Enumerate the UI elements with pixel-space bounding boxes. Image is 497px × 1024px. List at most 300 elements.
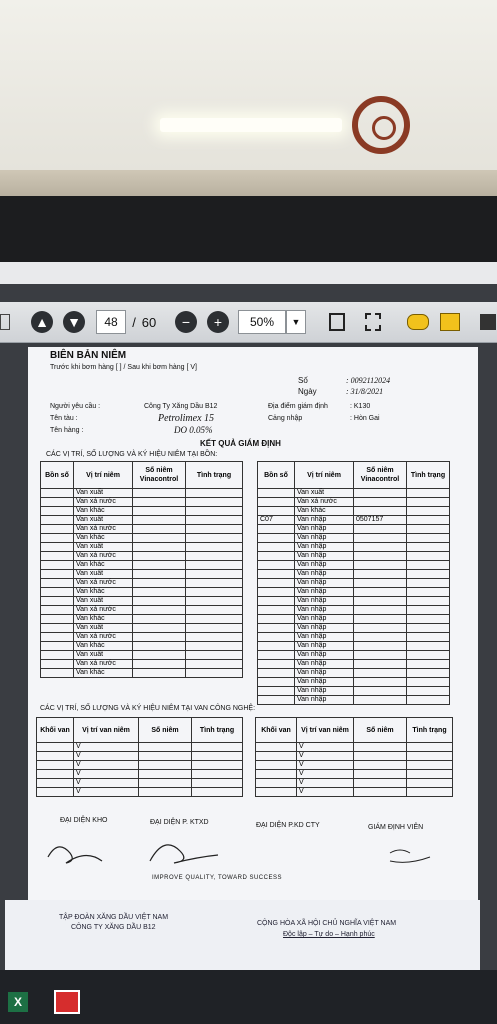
tinh-trang-cell <box>186 561 243 570</box>
page-total: 60 <box>141 314 157 330</box>
next-page-left-subheading: CÔNG TY XĂNG DẦU B12 <box>71 924 156 931</box>
so-niem-cell <box>133 669 186 678</box>
bon-so-cell <box>258 570 295 579</box>
vi-tri-cell: Van khác <box>74 669 133 678</box>
taskbar <box>0 970 497 1024</box>
table-row <box>41 543 243 552</box>
so-label: Số <box>298 376 308 385</box>
tinh-trang-cell <box>407 570 450 579</box>
zoom-select[interactable]: 50% <box>238 310 286 334</box>
tinh-trang-cell <box>186 543 243 552</box>
so-niem-cell <box>354 552 407 561</box>
so-niem-cell <box>133 615 186 624</box>
bon-so-cell <box>41 669 74 678</box>
col-tinh-trang: Tình trạng <box>407 718 453 743</box>
highlight-button[interactable] <box>438 310 462 334</box>
so-niem-cell <box>133 543 186 552</box>
table-row <box>258 624 450 633</box>
col-vi-tri-van: Vị trí van niêm <box>74 718 139 743</box>
bon-so-cell <box>41 516 74 525</box>
vi-tri-cell: Van nhập <box>295 516 354 525</box>
table-row <box>41 552 243 561</box>
col-tinh-trang: Tình trạng <box>192 718 243 743</box>
vi-tri-cell: Van nhập <box>295 579 354 588</box>
prev-page-button[interactable] <box>30 310 54 334</box>
so-niem-cell <box>354 606 407 615</box>
tinh-trang-cell <box>186 615 243 624</box>
next-page-button[interactable] <box>62 310 86 334</box>
so-niem-cell <box>133 534 186 543</box>
vi-tri-cell: Van nhập <box>295 660 354 669</box>
bon-so-cell <box>258 678 295 687</box>
zoom-out-button[interactable] <box>174 310 198 334</box>
table-row <box>256 779 453 788</box>
so-niem-cell <box>133 525 186 534</box>
so-niem-cell <box>133 552 186 561</box>
minus-icon: − <box>175 311 197 333</box>
tinh-trang-cell <box>407 498 450 507</box>
table-row <box>258 669 450 678</box>
so-niem-cell <box>354 651 407 660</box>
zoom-dropdown-button[interactable] <box>286 310 306 334</box>
col-so-niem: Số niêm <box>139 718 192 743</box>
vi-tri-cell: Van nhập <box>295 561 354 570</box>
tinh-trang-cell <box>407 770 453 779</box>
next-page-right-heading: CỘNG HÒA XÃ HỘI CHỦ NGHĨA VIỆT NAM <box>257 920 397 927</box>
table-row <box>41 561 243 570</box>
export-icon <box>480 314 496 330</box>
tinh-trang-cell <box>407 615 450 624</box>
tinh-trang-cell <box>407 597 450 606</box>
sidebar-toggle-icon[interactable] <box>0 310 10 334</box>
so-niem-cell <box>354 761 407 770</box>
table-row <box>41 507 243 516</box>
khoi-van-cell <box>256 788 297 797</box>
table-row <box>258 552 450 561</box>
vi-tri-cell: Van xuất <box>74 624 133 633</box>
doc-subtitle: Trước khi bơm hàng [ ] / Sau khi bơm hàng [ V] <box>50 364 197 371</box>
bon-so-cell <box>258 633 295 642</box>
ceiling-lamp <box>160 118 342 132</box>
bon-so-cell <box>41 597 74 606</box>
table-row <box>41 516 243 525</box>
arrow-up-icon: ▲ <box>31 311 53 333</box>
tinh-trang-cell <box>407 660 450 669</box>
bon-so-cell <box>41 489 74 498</box>
vi-tri-cell: Van khác <box>74 642 133 651</box>
vi-tri-cell: Van xả nước <box>74 633 133 642</box>
so-niem-cell <box>139 752 192 761</box>
bon-so-cell <box>41 651 74 660</box>
table-row <box>258 615 450 624</box>
dia-diem-label: Địa điểm giám định <box>268 403 328 410</box>
comment-button[interactable] <box>406 310 430 334</box>
tinh-trang-cell <box>186 606 243 615</box>
right-valve-table <box>255 717 453 797</box>
bon-so-cell <box>41 543 74 552</box>
vi-tri-van-cell: V <box>74 743 139 752</box>
bon-so-cell <box>258 561 295 570</box>
bon-so-cell <box>41 498 74 507</box>
bon-so-cell <box>258 642 295 651</box>
bon-so-cell <box>258 543 295 552</box>
table-row <box>258 534 450 543</box>
tinh-trang-cell <box>186 651 243 660</box>
bon-so-cell <box>258 606 295 615</box>
vi-tri-cell: Van xuất <box>295 489 354 498</box>
dia-diem-value: : K130 <box>350 403 371 410</box>
ten-hang-value: DO 0.05% <box>174 425 213 435</box>
pen-icon <box>440 313 460 331</box>
bon-so-cell <box>258 552 295 561</box>
so-niem-cell <box>133 507 186 516</box>
vi-tri-cell: Van xả nước <box>74 552 133 561</box>
vi-tri-cell: Van nhập <box>295 588 354 597</box>
wall-ledge <box>0 170 497 196</box>
nguoi-yeu-cau-value: Công Ty Xăng Dầu B12 <box>144 403 218 410</box>
so-niem-cell <box>354 660 407 669</box>
zoom-in-button[interactable] <box>206 310 230 334</box>
tinh-trang-cell <box>407 651 450 660</box>
table-row <box>258 696 450 705</box>
tinh-trang-cell <box>407 779 453 788</box>
vi-tri-van-cell: V <box>297 752 354 761</box>
so-niem-cell <box>354 588 407 597</box>
tinh-trang-cell <box>407 743 453 752</box>
so-niem-cell <box>354 597 407 606</box>
vi-tri-cell: Van khác <box>74 615 133 624</box>
col-tinh-trang: Tình trạng <box>407 462 450 489</box>
vi-tri-cell: Van khác <box>74 534 133 543</box>
tinh-trang-cell <box>407 687 450 696</box>
table-row <box>258 633 450 642</box>
vi-tri-cell: Van nhập <box>295 696 354 705</box>
col-khoi-van: Khối van <box>37 718 74 743</box>
tinh-trang-cell <box>186 552 243 561</box>
col-so-niem: Số niêm <box>354 718 407 743</box>
tinh-trang-cell <box>186 534 243 543</box>
so-niem-cell <box>354 788 407 797</box>
table-row <box>258 498 450 507</box>
window-titlebar <box>0 262 497 284</box>
so-niem-cell <box>133 489 186 498</box>
table-row <box>258 570 450 579</box>
bon-so-cell <box>258 624 295 633</box>
table-row <box>258 651 450 660</box>
so-niem-cell <box>354 534 407 543</box>
tinh-trang-cell <box>407 543 450 552</box>
bon-so-cell <box>258 669 295 678</box>
table-row <box>258 543 450 552</box>
tinh-trang-cell <box>192 761 243 770</box>
sig-dai-dien-ktxd: ĐẠI DIỆN P. KTXD <box>150 819 209 826</box>
tinh-trang-cell <box>407 579 450 588</box>
table-row <box>256 788 453 797</box>
so-niem-cell <box>133 651 186 660</box>
tinh-trang-cell <box>186 642 243 651</box>
table-row <box>41 669 243 678</box>
bon-so-cell <box>41 633 74 642</box>
vi-tri-cell: Van nhập <box>295 687 354 696</box>
monitor-bezel <box>0 196 497 262</box>
vi-tri-van-cell: V <box>297 770 354 779</box>
so-niem-cell <box>133 624 186 633</box>
sig-giam-dinh-vien: GIÁM ĐỊNH VIÊN <box>368 824 424 831</box>
bon-so-cell <box>258 579 295 588</box>
so-niem-cell <box>354 498 407 507</box>
table-row <box>41 651 243 660</box>
sig-dai-dien-kd: ĐẠI DIỆN P.KD CTY <box>256 822 320 829</box>
table-row <box>41 534 243 543</box>
so-niem-cell <box>354 669 407 678</box>
table-row <box>41 597 243 606</box>
tinh-trang-cell <box>407 552 450 561</box>
vi-tri-cell: Van xuất <box>74 570 133 579</box>
table-row <box>258 579 450 588</box>
tinh-trang-cell <box>192 779 243 788</box>
table-row <box>258 597 450 606</box>
tinh-trang-cell <box>192 770 243 779</box>
so-niem-cell <box>139 788 192 797</box>
so-niem-cell <box>354 678 407 687</box>
khoi-van-cell <box>256 770 297 779</box>
bon-so-cell <box>41 624 74 633</box>
vi-tri-cell: Van nhập <box>295 597 354 606</box>
ten-hang-label: Tên hàng : <box>50 427 84 434</box>
table-row <box>258 606 450 615</box>
bon-so-cell <box>41 561 74 570</box>
vi-tri-van-cell: V <box>297 788 354 797</box>
tinh-trang-cell <box>407 633 450 642</box>
table-row <box>37 761 243 770</box>
section-bon-heading: CÁC VỊ TRÍ, SỐ LƯỢNG VÀ KÝ HIỆU NIÊM TẠI BỒN: <box>46 451 218 458</box>
so-niem-cell <box>354 561 407 570</box>
bon-so-cell <box>258 696 295 705</box>
sig-dai-dien-kho: ĐẠI DIỆN KHO <box>60 817 108 824</box>
so-niem-cell <box>354 507 407 516</box>
vi-tri-cell: Van xuất <box>74 489 133 498</box>
so-niem-cell <box>133 579 186 588</box>
bon-so-cell <box>258 588 295 597</box>
bon-so-cell <box>41 660 74 669</box>
tinh-trang-cell <box>407 669 450 678</box>
vi-tri-van-cell: V <box>74 779 139 788</box>
bon-so-cell <box>258 507 295 516</box>
table-row <box>41 642 243 651</box>
so-niem-cell <box>139 779 192 788</box>
vi-tri-cell: Van khác <box>74 561 133 570</box>
page-number-input[interactable]: 48 <box>96 310 126 334</box>
tinh-trang-cell <box>407 696 450 705</box>
so-niem-cell <box>354 543 407 552</box>
tinh-trang-cell <box>186 633 243 642</box>
so-niem-cell <box>133 561 186 570</box>
tinh-trang-cell <box>407 516 450 525</box>
table-row <box>37 770 243 779</box>
vi-tri-van-cell: V <box>74 770 139 779</box>
vi-tri-cell: Van nhập <box>295 552 354 561</box>
table-row <box>37 788 243 797</box>
tinh-trang-cell <box>186 516 243 525</box>
so-niem-cell <box>133 642 186 651</box>
bon-so-cell <box>258 615 295 624</box>
tinh-trang-cell <box>186 597 243 606</box>
so-niem-cell <box>133 570 186 579</box>
tinh-trang-cell <box>407 678 450 687</box>
vi-tri-cell: Van khác <box>74 588 133 597</box>
vi-tri-cell: Van nhập <box>295 615 354 624</box>
khoi-van-cell <box>37 752 74 761</box>
ngay-label: Ngày <box>298 387 317 396</box>
so-niem-cell <box>133 498 186 507</box>
tinh-trang-cell <box>186 588 243 597</box>
tinh-trang-cell <box>186 525 243 534</box>
so-niem-cell <box>354 633 407 642</box>
bon-so-cell <box>258 534 295 543</box>
bon-so-cell <box>41 507 74 516</box>
table-row <box>41 525 243 534</box>
right-tank-table <box>257 461 450 705</box>
khoi-van-cell <box>37 779 74 788</box>
vi-tri-van-cell: V <box>297 743 354 752</box>
so-niem-cell <box>354 696 407 705</box>
table-row <box>41 489 243 498</box>
khoi-van-cell <box>256 752 297 761</box>
vi-tri-van-cell: V <box>74 761 139 770</box>
cang-nhap-label: Cảng nhập <box>268 415 303 422</box>
next-pdf-page <box>5 900 480 970</box>
ten-tau-label: Tên tàu : <box>50 415 78 422</box>
tinh-trang-cell <box>186 669 243 678</box>
fit-page-button[interactable] <box>362 310 384 334</box>
tinh-trang-cell <box>186 498 243 507</box>
khoi-van-cell <box>37 788 74 797</box>
vi-tri-van-cell: V <box>297 761 354 770</box>
nguoi-yeu-cau-label: Người yêu cầu : <box>50 403 101 410</box>
table-row <box>41 498 243 507</box>
doc-title: BIÊN BẢN NIÊM <box>50 350 127 361</box>
so-niem-cell <box>133 606 186 615</box>
tinh-trang-cell <box>407 761 453 770</box>
so-niem-cell <box>133 516 186 525</box>
vi-tri-cell: Van khác <box>74 507 133 516</box>
acrobat-icon[interactable] <box>54 990 80 1014</box>
vi-tri-cell: Van xuất <box>74 516 133 525</box>
so-niem-cell <box>354 743 407 752</box>
col-vi-tri-niem: Vị trí niêm <box>74 462 133 489</box>
signatures-image <box>40 831 460 877</box>
table-row <box>37 743 243 752</box>
vi-tri-cell: Van nhập <box>295 606 354 615</box>
next-page-left-heading: TẬP ĐOÀN XĂNG DẦU VIỆT NAM <box>59 914 169 921</box>
ket-qua-title: KẾT QUẢ GIÁM ĐỊNH <box>200 439 281 448</box>
khoi-van-cell <box>37 770 74 779</box>
tinh-trang-cell <box>407 561 450 570</box>
so-niem-cell <box>354 779 407 788</box>
vi-tri-cell: Van nhập <box>295 633 354 642</box>
tinh-trang-cell <box>407 642 450 651</box>
bon-so-cell <box>41 642 74 651</box>
so-niem-cell <box>133 597 186 606</box>
bon-so-cell <box>258 498 295 507</box>
ngay-value: : 31/8/2021 <box>346 387 384 396</box>
tinh-trang-cell <box>186 624 243 633</box>
vi-tri-cell: Van xuất <box>74 543 133 552</box>
bon-so-cell <box>258 651 295 660</box>
comment-icon <box>407 314 429 330</box>
excel-icon[interactable]: X <box>8 992 28 1012</box>
bon-so-cell <box>41 534 74 543</box>
ten-tau-value: Petrolimex 15 <box>158 413 215 424</box>
left-tank-table <box>40 461 243 678</box>
bon-so-cell: C07 <box>258 516 295 525</box>
vi-tri-van-cell: V <box>297 779 354 788</box>
tinh-trang-cell <box>186 579 243 588</box>
table-row <box>41 615 243 624</box>
vi-tri-van-cell: V <box>74 788 139 797</box>
vi-tri-cell: Van nhập <box>295 669 354 678</box>
page-separator: / <box>132 314 136 330</box>
so-niem-cell <box>354 642 407 651</box>
tinh-trang-cell <box>407 534 450 543</box>
vi-tri-cell: Van khác <box>295 507 354 516</box>
khoi-van-cell <box>37 761 74 770</box>
table-row <box>41 660 243 669</box>
col-khoi-van: Khối van <box>256 718 297 743</box>
section-van-heading: CÁC VỊ TRÍ, SỐ LƯỢNG VÀ KÝ HIỆU NIÊM TẠI VAN CÔNG NGHỆ: <box>40 705 256 712</box>
vi-tri-cell: Van xả nước <box>74 525 133 534</box>
so-niem-cell <box>133 633 186 642</box>
col-so-niem: Số niêm Vinacontrol <box>133 462 186 489</box>
table-row <box>41 633 243 642</box>
vi-tri-cell: Van nhập <box>295 525 354 534</box>
so-niem-cell <box>354 579 407 588</box>
table-row <box>41 579 243 588</box>
tinh-trang-cell <box>407 588 450 597</box>
bon-so-cell <box>41 552 74 561</box>
table-row <box>37 752 243 761</box>
bon-so-cell <box>258 489 295 498</box>
bon-so-cell <box>258 525 295 534</box>
more-tools-button[interactable] <box>478 310 497 334</box>
tinh-trang-cell <box>186 570 243 579</box>
tinh-trang-cell <box>192 788 243 797</box>
table-row <box>258 507 450 516</box>
vi-tri-cell: Van xuất <box>74 597 133 606</box>
so-niem-cell <box>354 687 407 696</box>
tinh-trang-cell <box>186 489 243 498</box>
bon-so-cell <box>41 570 74 579</box>
bon-so-cell <box>41 588 74 597</box>
table-row <box>256 770 453 779</box>
so-niem-cell <box>139 743 192 752</box>
pdf-toolbar <box>0 302 497 343</box>
vi-tri-van-cell: V <box>74 752 139 761</box>
fit-width-button[interactable] <box>326 310 348 334</box>
fit-page-icon <box>365 313 381 331</box>
vi-tri-cell: Van xả nước <box>74 579 133 588</box>
so-niem-cell <box>354 624 407 633</box>
background-room <box>0 0 497 262</box>
so-niem-cell <box>133 660 186 669</box>
ship-wheel-decoration <box>352 96 410 154</box>
table-row <box>258 642 450 651</box>
khoi-van-cell <box>256 743 297 752</box>
fit-width-icon <box>329 313 345 331</box>
khoi-van-cell <box>256 761 297 770</box>
table-row <box>258 516 450 525</box>
slogan-text: IMPROVE QUALITY, TOWARD SUCCESS <box>152 875 282 881</box>
